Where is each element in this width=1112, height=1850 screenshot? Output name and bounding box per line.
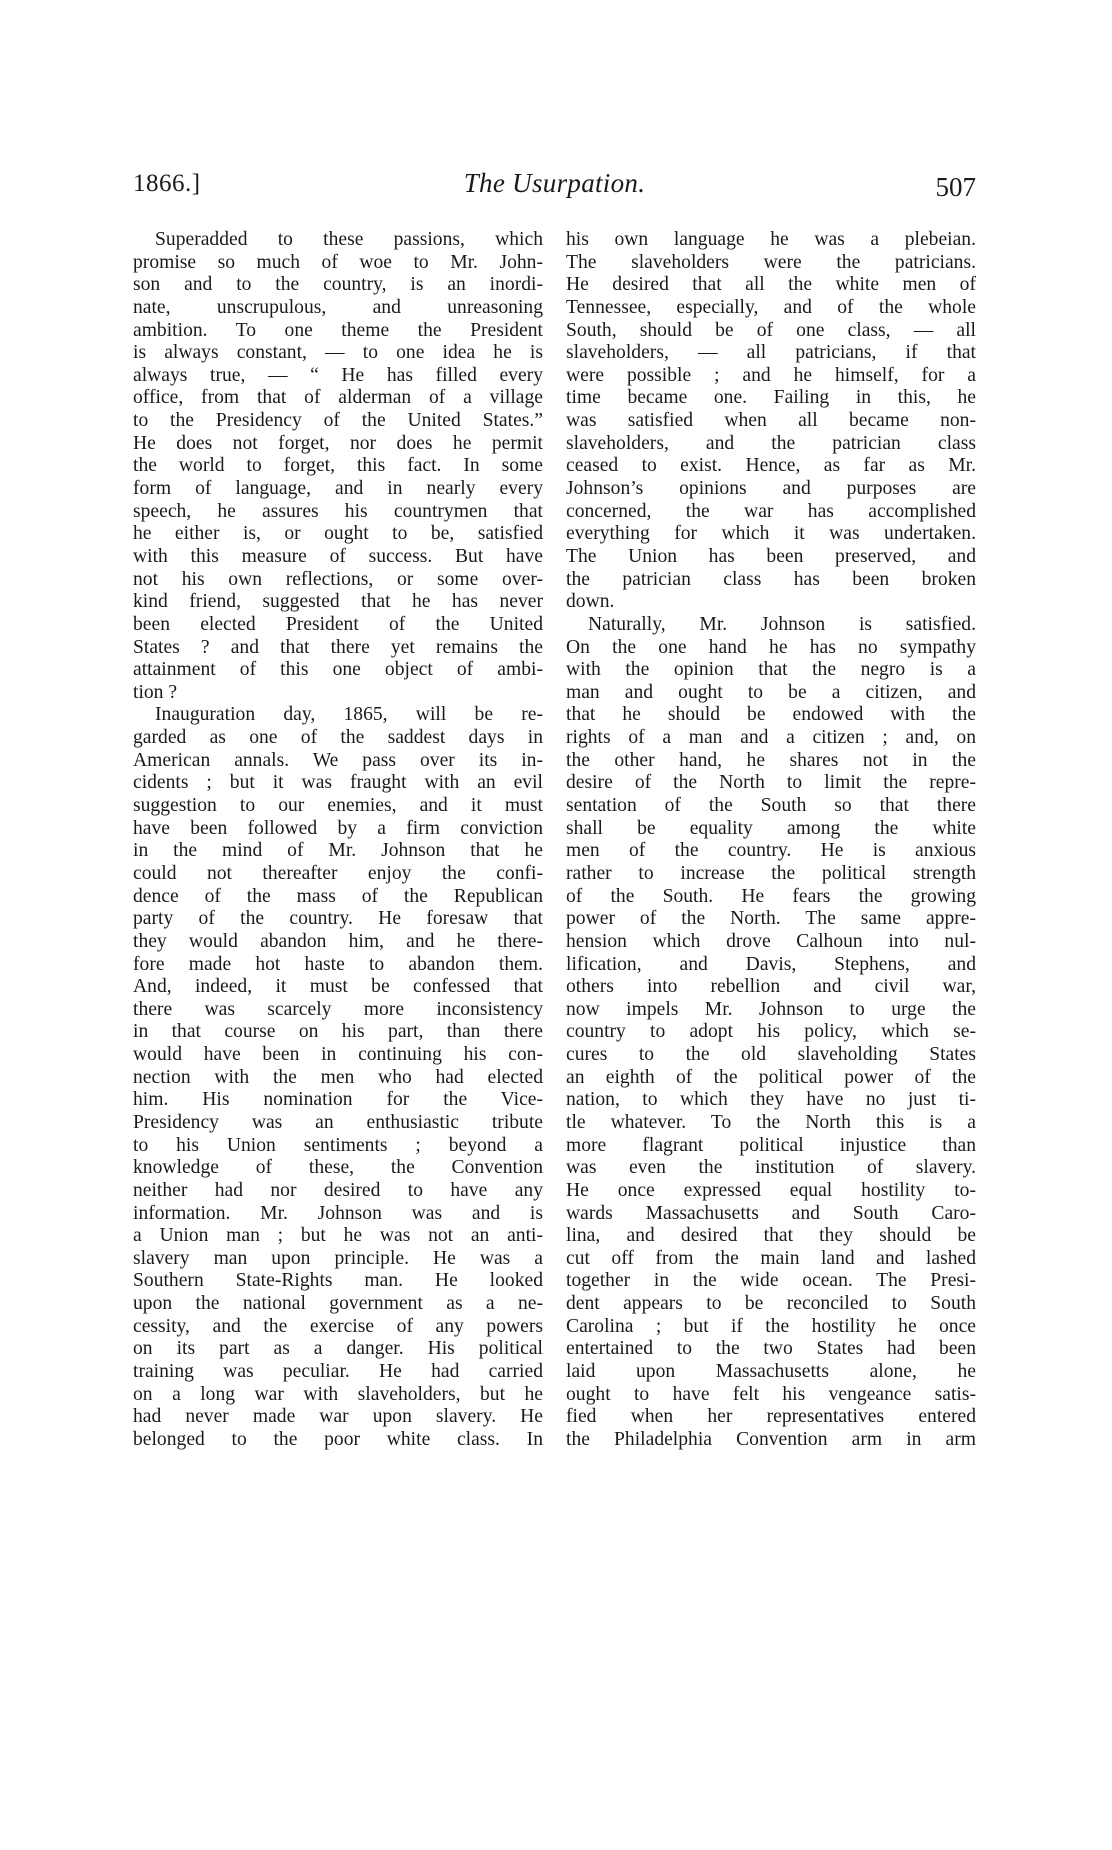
text-line: neither had nor desired to have any xyxy=(133,1179,543,1201)
text-line: States ? and that there yet remains the xyxy=(133,636,543,658)
text-line: attainment of this one object of ambi- xyxy=(133,659,543,681)
text-line: his own language he was a plebeian. xyxy=(566,229,976,250)
text-line: time became one. Failing in this, he xyxy=(566,387,976,409)
text-line: had never made war upon slavery. He xyxy=(133,1406,543,1428)
text-line: in the mind of Mr. Johnson that he xyxy=(133,840,543,862)
text-line: form of language, and in nearly every xyxy=(133,478,543,500)
text-line: there was scarcely more inconsistency xyxy=(133,998,543,1020)
right-column xyxy=(566,229,976,1452)
text-line: Johnson’s opinions and purposes are xyxy=(566,478,976,500)
text-line: always true, — “ He has filled every xyxy=(133,364,543,386)
text-line: entertained to the two States had been xyxy=(566,1338,976,1360)
text-line: party of the country. He foresaw that xyxy=(133,908,543,930)
text-line: On the one hand he has no sympathy xyxy=(566,636,976,658)
text-line: the Philadelphia Convention arm in arm xyxy=(566,1428,976,1450)
text-line: more flagrant political injustice than xyxy=(566,1134,976,1156)
text-line: wards Massachusetts and South Caro- xyxy=(566,1202,976,1224)
text-line: suggestion to our enemies, and it must xyxy=(133,795,543,817)
text-line: cut off from the main land and lashed xyxy=(566,1247,976,1269)
text-line: son and to the country, is an inordi- xyxy=(133,274,543,296)
text-line: is always constant, — to one idea he is xyxy=(133,342,543,364)
text-line: speech, he assures his countrymen that xyxy=(133,500,543,522)
text-line: The Union has been preserved, and xyxy=(566,545,976,567)
text-line: he either is, or ought to be, satisfied xyxy=(133,523,543,545)
text-line: with the opinion that the negro is a xyxy=(566,659,976,681)
text-line: that he should be endowed with the xyxy=(566,704,976,726)
text-line: they would abandon him, and he there- xyxy=(133,930,543,952)
text-line: ambition. To one theme the President xyxy=(133,319,543,341)
text-line: was even the institution of slavery. xyxy=(566,1157,976,1179)
text-line: together in the wide ocean. The Presi- xyxy=(566,1270,976,1292)
text-line: have been followed by a firm conviction xyxy=(133,817,543,839)
text-line: nection with the men who had elected xyxy=(133,1066,543,1088)
text-line: tion ? xyxy=(133,681,178,703)
text-line: lification, and Davis, Stephens, and xyxy=(566,953,976,975)
text-line: promise so much of woe to Mr. John- xyxy=(133,251,543,273)
text-line: slavery man upon principle. He was a xyxy=(133,1247,543,1269)
text-line: cures to the old slaveholding States xyxy=(566,1044,976,1066)
text-line: him. His nomination for the Vice- xyxy=(133,1089,543,1111)
text-line: the other hand, he shares not in the xyxy=(566,749,976,771)
text-line: the patrician class has been broken xyxy=(566,568,976,590)
text-line: Inauguration day, 1865, will be re- xyxy=(155,704,543,726)
text-line: He does not forget, nor does he permit xyxy=(133,432,543,454)
text-line: nate, unscrupulous, and unreasoning xyxy=(133,296,543,318)
running-header xyxy=(133,166,976,206)
text-line: Superadded to these passions, which xyxy=(155,229,543,250)
text-line: laid upon Massachusetts alone, he xyxy=(566,1361,976,1383)
text-line: hension which drove Calhoun into nul- xyxy=(566,930,976,952)
text-line: belonged to the poor white class. In xyxy=(133,1428,543,1450)
text-line: was satisfied when all became non- xyxy=(566,410,976,432)
header-year: 1866.] xyxy=(133,170,201,197)
header-title: The Usurpation. xyxy=(463,168,646,198)
text-line: The slaveholders were the patricians. xyxy=(566,251,976,273)
text-line: garded as one of the saddest days in xyxy=(133,727,543,749)
text-line: Presidency was an enthusiastic tribute xyxy=(133,1111,543,1133)
text-line: been elected President of the United xyxy=(133,613,543,635)
text-line: concerned, the war has accomplished xyxy=(566,500,976,522)
text-line: desire of the North to limit the repre- xyxy=(566,772,976,794)
text-line: everything for which it was undertaken. xyxy=(566,523,976,545)
text-line: would have been in continuing his con- xyxy=(133,1044,543,1066)
text-line: dent appears to be reconciled to South xyxy=(566,1293,976,1315)
text-line: knowledge of these, the Convention xyxy=(133,1157,543,1179)
text-line: sentation of the South so that there xyxy=(566,795,976,817)
text-line: training was peculiar. He had carried xyxy=(133,1361,543,1383)
text-line: South, should be of one class, — all xyxy=(566,319,976,341)
text-line: rather to increase the political strength xyxy=(566,862,976,884)
text-line: were possible ; and he himself, for a xyxy=(566,364,976,386)
text-line: not his own reflections, or some over- xyxy=(133,568,543,590)
text-line: tle whatever. To the North this is a xyxy=(566,1111,976,1133)
text-line: on its part as a danger. His political xyxy=(133,1338,543,1360)
text-line: men of the country. He is anxious xyxy=(566,840,976,862)
text-line: man and ought to be a citizen, and xyxy=(566,681,976,703)
text-line: upon the national government as a ne- xyxy=(133,1293,543,1315)
text-line: rights of a man and a citizen ; and, on xyxy=(566,727,976,749)
text-line: an eighth of the political power of the xyxy=(566,1066,976,1088)
text-line: slaveholders, and the patrician class xyxy=(566,432,976,454)
text-line: power of the North. The same appre- xyxy=(566,908,976,930)
text-line: Carolina ; but if the hostility he once xyxy=(566,1315,976,1337)
text-line: Tennessee, especially, and of the whole xyxy=(566,296,976,318)
text-line: kind friend, suggested that he has never xyxy=(133,591,543,613)
page-number: 507 xyxy=(935,172,976,202)
text-line: others into rebellion and civil war, xyxy=(566,976,976,998)
text-line: Southern State-Rights man. He looked xyxy=(133,1270,543,1292)
text-line: now impels Mr. Johnson to urge the xyxy=(566,998,976,1020)
text-line: information. Mr. Johnson was and is xyxy=(133,1202,543,1224)
text-line: country to adopt his policy, which se- xyxy=(566,1021,976,1043)
text-line: nation, to which they have no just ti- xyxy=(566,1089,976,1111)
text-line: slaveholders, — all patricians, if that xyxy=(566,342,976,364)
text-line: shall be equality among the white xyxy=(566,817,976,839)
text-line: the world to forget, this fact. In some xyxy=(133,455,543,477)
text-line: cidents ; but it was fraught with an evil xyxy=(133,772,543,794)
text-line: with this measure of success. But have xyxy=(133,545,543,567)
text-line: could not thereafter enjoy the confi- xyxy=(133,862,543,884)
text-line: fied when her representatives entered xyxy=(566,1406,976,1428)
text-line: And, indeed, it must be confessed that xyxy=(133,976,543,998)
text-line: office, from that of alderman of a village xyxy=(133,387,543,409)
text-line: a Union man ; but he was not an anti- xyxy=(133,1225,543,1247)
text-line: cessity, and the exercise of any powers xyxy=(133,1315,543,1337)
text-line: American annals. We pass over its in- xyxy=(133,749,543,771)
text-line: He desired that all the white men of xyxy=(566,274,976,296)
text-line: on a long war with slaveholders, but he xyxy=(133,1383,543,1405)
text-line: in that course on his part, than there xyxy=(133,1021,543,1043)
text-line: dence of the mass of the Republican xyxy=(133,885,543,907)
text-line: He once expressed equal hostility to- xyxy=(566,1179,976,1201)
text-line: ceased to exist. Hence, as far as Mr. xyxy=(566,455,976,477)
text-line: Naturally, Mr. Johnson is satisfied. xyxy=(588,613,976,635)
text-line: fore made hot haste to abandon them. xyxy=(133,953,543,975)
text-line: down. xyxy=(566,591,615,613)
left-column xyxy=(133,229,543,1452)
text-line: to the Presidency of the United States.” xyxy=(133,410,543,432)
text-line: ought to have felt his vengeance satis- xyxy=(566,1383,976,1405)
text-line: of the South. He fears the growing xyxy=(566,885,976,907)
text-line: lina, and desired that they should be xyxy=(566,1225,976,1247)
text-line: to his Union sentiments ; beyond a xyxy=(133,1134,543,1156)
